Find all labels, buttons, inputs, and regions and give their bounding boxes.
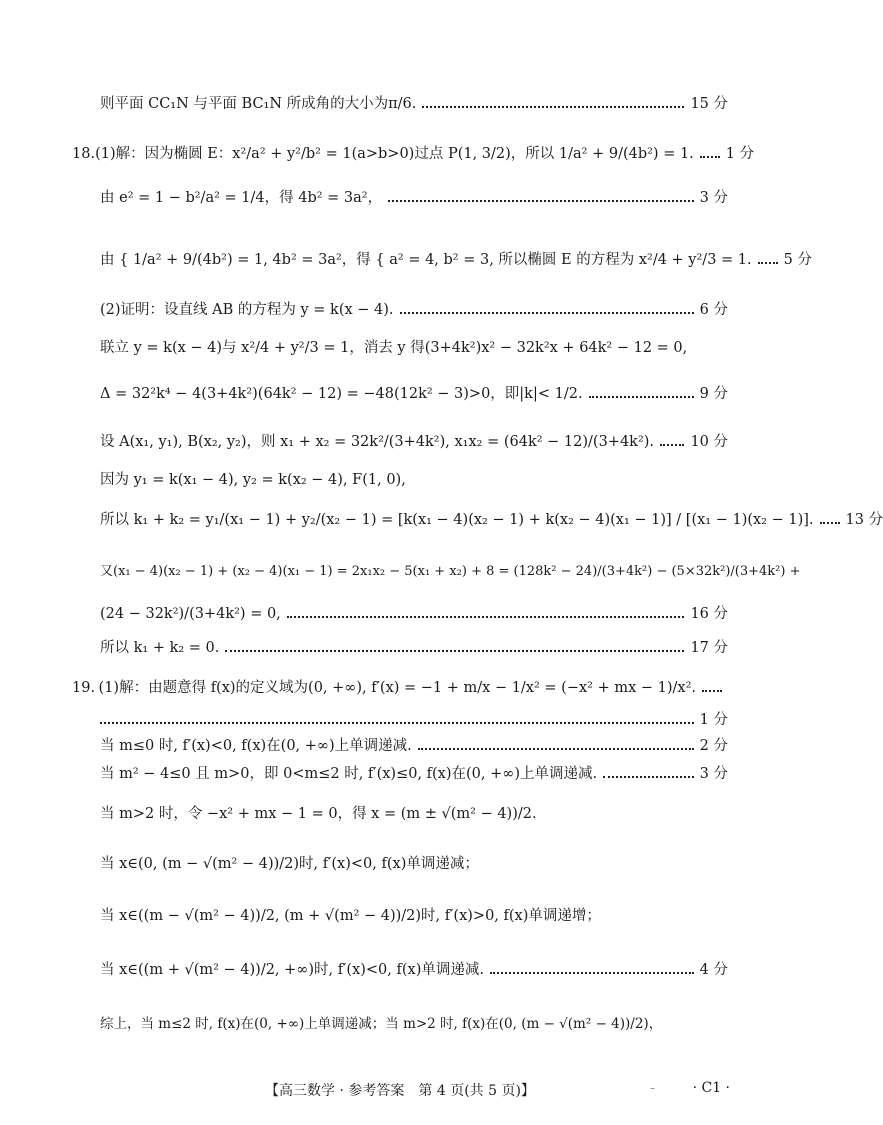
- line-text: 当 m≤0 时, f′(x)<0, f(x)在(0, +∞)上单调递减.: [100, 738, 412, 754]
- line-7: [100, 386, 728, 403]
- line-text: 联立 y = k(x − 4)与 x²/4 + y²/3 = 1，消去 y 得(3+4k²)x² − 32k²x + 64k² − 12 = 0,: [100, 340, 688, 356]
- line-text: (1)解：因为椭圆 E：x²/a² + y²/b² = 1(a>b>0)过点 P(1, 3/2)，所以 1/a² + 9/(4b²) = 1.: [95, 146, 694, 162]
- line-18: [100, 806, 728, 823]
- dot-leader: [820, 522, 840, 524]
- line-6: [100, 340, 728, 357]
- line-text: 当 x∈((m + √(m² − 4))/2, +∞)时, f′(x)<0, f(x)单调递减.: [100, 962, 484, 978]
- dot-leader: [758, 262, 778, 264]
- line-5: [100, 302, 728, 319]
- dot-leader: [388, 200, 694, 202]
- line-text: (24 − 32k²)/(3+4k²) = 0,: [100, 606, 281, 622]
- line-text: (1)解：由题意得 f(x)的定义域为(0, +∞), f′(x) = −1 + m/x − 1/x² = (−x² + mx − 1)/x².: [98, 680, 696, 696]
- line-text: Δ = 32²k⁴ − 4(3+4k²)(64k² − 12) = −48(12k² − 3)>0，即|k|< 1/2.: [100, 386, 583, 402]
- score-label: 13 分: [845, 512, 883, 528]
- line-text: 当 m>2 时，令 −x² + mx − 1 = 0，得 x = (m ± √(m² − 4))/2.: [100, 806, 537, 822]
- dot-leader: [589, 396, 694, 398]
- score-label: 3 分: [699, 766, 728, 782]
- dot-leader: [702, 690, 722, 692]
- line-3: [100, 190, 728, 207]
- line-20: [100, 908, 728, 925]
- line-22: [100, 1016, 728, 1032]
- line-text: 由 { 1/a² + 9/(4b²) = 1, 4b² = 3a²，得 { a² = 4, b² = 3, 所以椭圆 E 的方程为 x²/4 + y²/3 = 1.: [100, 252, 752, 268]
- score-label: 16 分: [690, 606, 728, 622]
- score-label: 3 分: [699, 190, 728, 206]
- line-21: [100, 962, 728, 979]
- line-11: [100, 564, 801, 580]
- dot-leader: [490, 972, 694, 974]
- line-4: [100, 252, 812, 269]
- page-footer: [0, 1080, 800, 1104]
- line-17: [100, 766, 728, 783]
- dot-leader: [400, 312, 694, 314]
- line-text: 由 e² = 1 − b²/a² = 1/4，得 4b² = 3a²，: [100, 190, 383, 206]
- line-text: 当 x∈(0, (m − √(m² − 4))/2)时, f′(x)<0, f(x)单调递减；: [100, 856, 479, 872]
- line-text: 又(x₁ − 4)(x₂ − 1) + (x₂ − 4)(x₁ − 1) = 2x₁x₂ − 5(x₁ + x₂) + 8 = (128k² − 24)/(3+4k²) − (5×32k²)/(3+4k²) +: [100, 564, 801, 579]
- line-15: [100, 712, 728, 729]
- line-text: 所以 k₁ + k₂ = y₁/(x₁ − 1) + y₂/(x₂ − 1) = [k(x₁ − 4)(x₂ − 1) + k(x₂ − 4)(x₁ − 1)] / [(x₁ − 1)(x₂ − 1)].: [100, 512, 814, 528]
- score-label: 17 分: [690, 640, 728, 656]
- dot-leader: [225, 650, 684, 652]
- dot-leader: [422, 106, 684, 108]
- dot-leader: [287, 616, 685, 618]
- score-label: 6 分: [699, 302, 728, 318]
- line-text: 当 m² − 4≤0 且 m>0，即 0<m≤2 时, f′(x)≤0, f(x)在(0, +∞)上单调递减.: [100, 766, 598, 782]
- footer-code: · C1 ·: [692, 1080, 730, 1096]
- line-8: [100, 434, 728, 451]
- line-12: [100, 606, 728, 623]
- score-label: 10 分: [690, 434, 728, 450]
- line-text: 则平面 CC₁N 与平面 BC₁N 所成角的大小为π/6.: [100, 96, 417, 112]
- score-label: 4 分: [699, 962, 728, 978]
- footer-title: 【高三数学 · 参考答案 第 4 页(共 5 页)】: [265, 1083, 535, 1099]
- question-number: 18.: [72, 146, 96, 162]
- dot-leader: [660, 444, 684, 446]
- line-14: [72, 680, 728, 697]
- line-16: [100, 738, 728, 755]
- score-label: 2 分: [699, 738, 728, 754]
- line-text: 因为 y₁ = k(x₁ − 4), y₂ = k(x₂ − 4), F(1, 0),: [100, 472, 406, 488]
- score-label: 1 分: [725, 146, 755, 162]
- dot-leader: [100, 722, 694, 724]
- score-label: 5 分: [783, 252, 812, 268]
- line-10: [100, 512, 883, 529]
- dot-leader: [603, 776, 694, 778]
- line-text: 设 A(x₁, y₁), B(x₂, y₂)，则 x₁ + x₂ = 32k²/(3+4k²), x₁x₂ = (64k² − 12)/(3+4k²).: [100, 434, 655, 450]
- score-label: 9 分: [699, 386, 728, 402]
- line-text: 综上，当 m≤2 时, f(x)在(0, +∞)上单调递减；当 m>2 时, f(x)在(0, (m − √(m² − 4))/2)，: [100, 1016, 663, 1032]
- line-2: [72, 146, 755, 163]
- dot-leader: [418, 748, 694, 750]
- line-1: [100, 96, 728, 113]
- line-text: 当 x∈((m − √(m² − 4))/2, (m + √(m² − 4))/2)时, f′(x)>0, f(x)单调递增；: [100, 908, 601, 924]
- line-text: 所以 k₁ + k₂ = 0.: [100, 640, 220, 656]
- question-number: 19.: [72, 680, 96, 696]
- score-label: 15 分: [690, 96, 728, 112]
- dot-leader: [700, 156, 720, 158]
- footer-mark: ⁻: [650, 1086, 656, 1097]
- line-19: [100, 856, 728, 873]
- line-9: [100, 472, 728, 489]
- line-13: [100, 640, 728, 657]
- line-text: (2)证明：设直线 AB 的方程为 y = k(x − 4).: [100, 302, 394, 318]
- score-label: 1 分: [699, 712, 728, 728]
